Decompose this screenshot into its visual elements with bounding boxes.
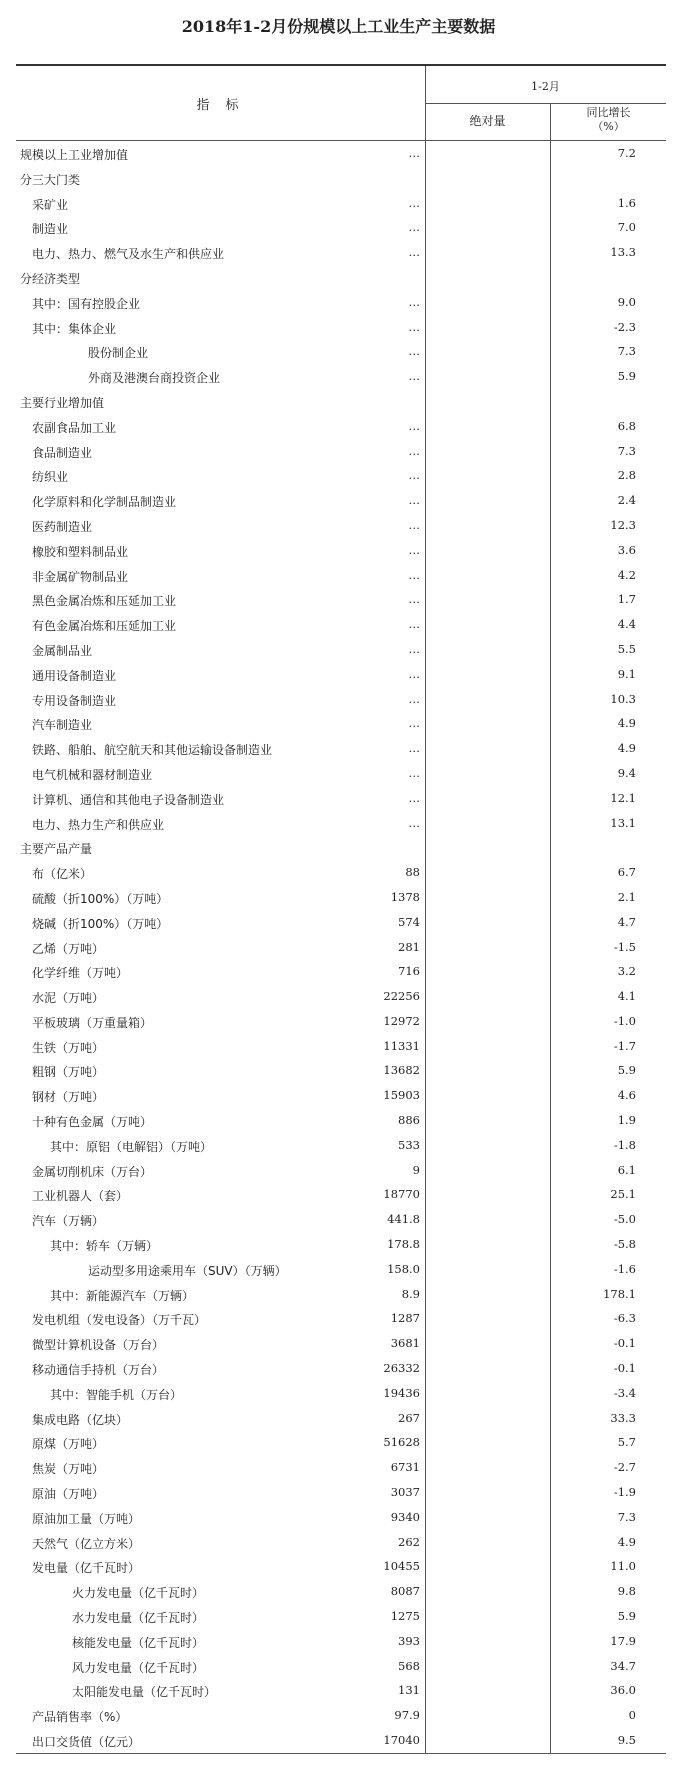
row-label: 采矿业 <box>32 197 69 212</box>
table-row <box>16 1554 666 1579</box>
row-growth-value: 25.1 <box>610 1187 636 1202</box>
row-absolute-value: 17040 <box>383 1733 420 1747</box>
table-row <box>16 1207 666 1232</box>
row-label: 生铁（万吨） <box>32 1040 105 1055</box>
row-growth-value: 34.7 <box>610 1658 636 1673</box>
row-growth-value: 4.9 <box>617 741 636 756</box>
table-row <box>16 1505 666 1530</box>
table-row <box>16 488 666 513</box>
row-absolute-value: … <box>408 418 420 433</box>
row-label: 专用设备制造业 <box>32 693 117 708</box>
table-row <box>16 1331 666 1356</box>
table-row <box>16 191 666 216</box>
row-label: 原油加工量（万吨） <box>32 1511 141 1526</box>
table-row <box>16 1232 666 1257</box>
row-label: 火力发电量（亿千瓦时） <box>72 1586 205 1601</box>
header-period: 1-2月 <box>531 80 560 93</box>
row-growth-value: -1.9 <box>613 1485 636 1500</box>
row-label: 粗钢（万吨） <box>32 1065 105 1080</box>
row-absolute-value: … <box>408 517 420 532</box>
page-title: 2018年1-2月份规模以上工业生产主要数据 <box>181 17 496 36</box>
row-label: 产品销售率（%） <box>32 1710 128 1725</box>
row-absolute-value: 568 <box>398 1658 420 1673</box>
table-row <box>16 215 666 240</box>
row-label: 制造业 <box>32 222 69 237</box>
table-row <box>16 339 666 364</box>
row-growth-value: 7.2 <box>617 146 636 160</box>
row-label: 微型计算机设备（万台） <box>32 1338 165 1353</box>
row-label: 农副食品加工业 <box>32 420 117 435</box>
table-row <box>16 662 666 687</box>
table-row <box>16 786 666 811</box>
row-absolute-value: 8087 <box>390 1584 420 1599</box>
row-growth-value: -1.8 <box>613 1137 636 1152</box>
row-growth-value: 7.0 <box>617 220 636 235</box>
table-header <box>16 66 666 141</box>
row-label: 出口交货值（亿元） <box>32 1735 141 1749</box>
row-label: 有色金属冶炼和压延加工业 <box>32 619 177 634</box>
table-row <box>16 1282 666 1307</box>
table-row <box>16 1703 666 1728</box>
row-absolute-value: 26332 <box>383 1361 420 1376</box>
row-label: 原油（万吨） <box>32 1487 105 1502</box>
table-row <box>16 166 666 191</box>
row-absolute-value: 19436 <box>383 1385 420 1400</box>
row-growth-value: 4.1 <box>617 989 636 1004</box>
row-growth-value: 4.9 <box>617 1534 636 1549</box>
row-growth-value: 2.4 <box>617 493 636 508</box>
row-label: 规模以上工业增加值 <box>20 148 129 162</box>
table-row <box>16 1009 666 1034</box>
table-row <box>16 1381 666 1406</box>
table-row <box>16 563 666 588</box>
row-label: 十种有色金属（万吨） <box>32 1115 153 1130</box>
table-row <box>16 364 666 389</box>
row-absolute-value: … <box>408 319 420 334</box>
row-growth-value: 5.9 <box>617 1063 636 1078</box>
row-absolute-value: … <box>408 443 420 458</box>
table-row <box>16 1108 666 1133</box>
row-absolute-value: 9 <box>412 1162 420 1177</box>
row-label: 硫酸（折100%）（万吨） <box>32 891 169 906</box>
row-label: 水力发电量（亿千瓦时） <box>72 1611 205 1626</box>
table-row <box>16 637 666 662</box>
row-growth-value: 2.8 <box>617 468 636 483</box>
row-label: 钢材（万吨） <box>32 1090 105 1105</box>
row-absolute-value: … <box>408 666 420 681</box>
table-row <box>16 910 666 935</box>
table-bottom-rule <box>16 1753 666 1754</box>
table-row <box>16 587 666 612</box>
table-row <box>16 1406 666 1431</box>
row-absolute-value: 158.0 <box>387 1261 420 1276</box>
row-absolute-value: … <box>408 493 420 508</box>
row-absolute-value: … <box>408 617 420 632</box>
header-yoy-line2: （%） <box>592 120 625 133</box>
row-absolute-value: 97.9 <box>394 1708 420 1723</box>
table-row <box>16 240 666 265</box>
row-absolute-value: 10455 <box>383 1559 420 1574</box>
row-label: 金属切削机床（万台） <box>32 1164 153 1179</box>
table-row <box>16 736 666 761</box>
row-label: 原煤（万吨） <box>32 1437 105 1452</box>
row-growth-value: 9.1 <box>617 666 636 681</box>
row-label: 医药制造业 <box>32 519 93 534</box>
table-body <box>16 141 666 1753</box>
table-row <box>16 538 666 563</box>
row-label: 股份制企业 <box>88 346 149 361</box>
row-absolute-value: 533 <box>398 1137 420 1152</box>
table-row <box>16 463 666 488</box>
row-label: 金属制品业 <box>32 643 93 658</box>
row-growth-value: 6.8 <box>617 418 636 433</box>
row-growth-value: -1.7 <box>613 1038 636 1053</box>
table-row <box>16 1530 666 1555</box>
row-absolute-value: … <box>408 741 420 756</box>
table-row <box>16 1158 666 1183</box>
row-growth-value: 5.9 <box>617 369 636 384</box>
row-absolute-value: … <box>408 815 420 830</box>
table-row <box>16 761 666 786</box>
row-label: 其中：轿车（万辆） <box>50 1239 159 1254</box>
row-label: 风力发电量（亿千瓦时） <box>72 1660 205 1675</box>
row-label: 平板玻璃（万重量箱） <box>32 1015 153 1030</box>
table-row <box>16 1654 666 1679</box>
row-growth-value: 3.6 <box>617 542 636 557</box>
row-growth-value: 7.3 <box>617 443 636 458</box>
row-absolute-value: 3681 <box>390 1336 420 1351</box>
table-row <box>16 1430 666 1455</box>
table-row <box>16 1678 666 1703</box>
table-row <box>16 935 666 960</box>
row-growth-value: 6.7 <box>617 865 636 880</box>
row-absolute-value: … <box>408 468 420 483</box>
row-label: 橡胶和塑料制品业 <box>32 544 129 559</box>
table-row <box>16 141 666 166</box>
row-label: 乙烯（万吨） <box>32 941 105 956</box>
row-absolute-value: 281 <box>398 939 420 954</box>
row-label: 其中：原铝（电解铝）（万吨） <box>50 1139 213 1154</box>
row-absolute-value: 22256 <box>383 989 420 1004</box>
row-label: 外商及港澳台商投资企业 <box>88 371 221 386</box>
row-growth-value: 5.7 <box>617 1435 636 1450</box>
row-label: 水泥（万吨） <box>32 991 105 1006</box>
row-growth-value: 33.3 <box>610 1410 636 1425</box>
table-row <box>16 1455 666 1480</box>
row-absolute-value: 3037 <box>390 1485 420 1500</box>
table-row <box>16 1306 666 1331</box>
row-growth-value: 6.1 <box>617 1162 636 1177</box>
table-row <box>16 1182 666 1207</box>
table-row <box>16 439 666 464</box>
row-growth-value: -0.1 <box>613 1336 636 1351</box>
row-label: 计算机、通信和其他电子设备制造业 <box>32 792 225 807</box>
row-label: 发电量（亿千瓦时） <box>32 1561 141 1576</box>
row-label: 主要行业增加值 <box>20 395 105 410</box>
row-label: 分经济类型 <box>20 271 81 286</box>
header-absolute: 绝对量 <box>469 114 506 128</box>
row-absolute-value: … <box>408 542 420 557</box>
row-growth-value: 2.1 <box>617 889 636 904</box>
row-label: 其中：新能源汽车（万辆） <box>50 1288 195 1303</box>
row-absolute-value: 15903 <box>383 1088 420 1103</box>
row-growth-value: 4.6 <box>617 1088 636 1103</box>
row-growth-value: 5.9 <box>617 1609 636 1624</box>
row-absolute-value: 6731 <box>390 1460 420 1475</box>
row-absolute-value: 18770 <box>383 1187 420 1202</box>
row-absolute-value: … <box>408 294 420 309</box>
row-growth-value: 7.3 <box>617 1509 636 1524</box>
row-absolute-value: … <box>408 245 420 260</box>
row-absolute-value: 1287 <box>390 1311 420 1326</box>
row-absolute-value: … <box>408 790 420 805</box>
row-growth-value: 1.6 <box>617 195 636 210</box>
row-label: 化学原料和化学制品制造业 <box>32 495 177 510</box>
table-row <box>16 315 666 340</box>
table-row <box>16 711 666 736</box>
table-row <box>16 687 666 712</box>
row-absolute-value: … <box>408 691 420 706</box>
table-row <box>16 1257 666 1282</box>
row-label: 电气机械和器材制造业 <box>32 767 153 782</box>
table-row <box>16 1604 666 1629</box>
row-absolute-value: 11331 <box>383 1038 420 1053</box>
table-row <box>16 389 666 414</box>
row-growth-value: 4.7 <box>617 914 636 929</box>
row-label: 其中：集体企业 <box>32 321 117 336</box>
row-growth-value: 9.4 <box>617 765 636 780</box>
row-growth-value: -3.4 <box>613 1385 636 1400</box>
row-label: 食品制造业 <box>32 445 93 460</box>
row-label: 通用设备制造业 <box>32 668 117 683</box>
table-row <box>16 1728 666 1753</box>
header-yoy-line1: 同比增长 <box>586 106 631 119</box>
row-growth-value: -5.0 <box>613 1212 636 1227</box>
row-absolute-value: 88 <box>405 865 420 880</box>
row-growth-value: 4.2 <box>617 567 636 582</box>
row-absolute-value: … <box>408 369 420 384</box>
table-row <box>16 1083 666 1108</box>
row-absolute-value: … <box>408 146 420 160</box>
row-growth-value: 9.0 <box>617 294 636 309</box>
table-row <box>16 835 666 860</box>
row-growth-value: -1.0 <box>613 1013 636 1028</box>
row-absolute-value: … <box>408 716 420 731</box>
row-absolute-value: … <box>408 567 420 582</box>
row-absolute-value: 13682 <box>383 1063 420 1078</box>
row-growth-value: 13.3 <box>610 245 636 260</box>
row-label: 运动型多用途乘用车（SUV）（万辆） <box>88 1263 287 1278</box>
row-label: 电力、热力、燃气及水生产和供应业 <box>32 247 225 262</box>
table-row <box>16 1133 666 1158</box>
header-divider <box>425 103 666 104</box>
row-absolute-value: 716 <box>398 964 420 979</box>
row-growth-value: 17.9 <box>610 1633 636 1648</box>
row-growth-value: -1.5 <box>613 939 636 954</box>
row-growth-value: 178.1 <box>603 1286 636 1301</box>
row-label: 化学纤维（万吨） <box>32 966 129 981</box>
table-row <box>16 860 666 885</box>
row-label: 工业机器人（套） <box>32 1189 129 1204</box>
row-absolute-value: … <box>408 592 420 607</box>
row-growth-value: 1.7 <box>617 592 636 607</box>
row-label: 核能发电量（亿千瓦时） <box>72 1635 205 1650</box>
table-row <box>16 811 666 836</box>
row-growth-value: 1.9 <box>617 1113 636 1128</box>
row-growth-value: -0.1 <box>613 1361 636 1376</box>
row-growth-value: 12.1 <box>610 790 636 805</box>
row-label: 汽车（万辆） <box>32 1214 105 1229</box>
header-indicator: 指 标 <box>196 98 245 113</box>
row-absolute-value: 441.8 <box>387 1212 420 1227</box>
row-label: 发电机组（发电设备）（万千瓦） <box>32 1313 207 1328</box>
table-row <box>16 414 666 439</box>
table-row <box>16 1629 666 1654</box>
row-label: 铁路、船舶、航空航天和其他运输设备制造业 <box>32 743 273 758</box>
row-growth-value: -6.3 <box>613 1311 636 1326</box>
row-growth-value: 10.3 <box>610 691 636 706</box>
row-absolute-value: 51628 <box>383 1435 420 1450</box>
row-absolute-value: 574 <box>398 914 420 929</box>
table-row <box>16 1480 666 1505</box>
row-growth-value: 4.9 <box>617 716 636 731</box>
table-row <box>16 1058 666 1083</box>
table-row <box>16 513 666 538</box>
row-label: 其中：智能手机（万台） <box>50 1387 183 1402</box>
row-growth-value: 5.5 <box>617 641 636 656</box>
row-absolute-value: 393 <box>398 1633 420 1648</box>
row-label: 天然气（亿立方米） <box>32 1536 141 1551</box>
row-label: 汽车制造业 <box>32 718 93 733</box>
row-absolute-value: … <box>408 220 420 235</box>
row-absolute-value: … <box>408 344 420 359</box>
row-label: 焦炭（万吨） <box>32 1462 105 1477</box>
row-growth-value: 9.5 <box>617 1733 636 1747</box>
row-absolute-value: 12972 <box>383 1013 420 1028</box>
table-row <box>16 984 666 1009</box>
row-label: 非金属矿物制品业 <box>32 569 129 584</box>
row-label: 黑色金属冶炼和压延加工业 <box>32 594 177 609</box>
row-absolute-value: … <box>408 195 420 210</box>
row-label: 移动通信手持机（万台） <box>32 1363 165 1378</box>
row-growth-value: 9.8 <box>617 1584 636 1599</box>
table-row <box>16 1356 666 1381</box>
row-label: 太阳能发电量（亿千瓦时） <box>72 1685 217 1700</box>
data-table <box>16 64 666 1754</box>
header-yoy <box>551 106 666 134</box>
row-absolute-value: 886 <box>398 1113 420 1128</box>
row-label: 布（亿米） <box>32 867 93 882</box>
row-label: 其中：国有控股企业 <box>32 296 141 311</box>
row-label: 纺织业 <box>32 470 69 485</box>
table-row <box>16 1034 666 1059</box>
row-growth-value: 11.0 <box>610 1559 636 1574</box>
row-absolute-value: 8.9 <box>401 1286 420 1301</box>
table-row <box>16 612 666 637</box>
table-row <box>16 265 666 290</box>
table-row <box>16 1579 666 1604</box>
row-label: 主要产品产量 <box>20 842 93 857</box>
row-growth-value: -5.8 <box>613 1237 636 1252</box>
row-growth-value: -1.6 <box>613 1261 636 1276</box>
row-absolute-value: 1275 <box>390 1609 420 1624</box>
row-growth-value: 36.0 <box>610 1683 636 1698</box>
table-row <box>16 885 666 910</box>
row-absolute-value: 1378 <box>390 889 420 904</box>
row-absolute-value: 131 <box>398 1683 420 1698</box>
table-row <box>16 290 666 315</box>
row-absolute-value: 267 <box>398 1410 420 1425</box>
row-absolute-value: … <box>408 641 420 656</box>
row-label: 电力、热力生产和供应业 <box>32 817 165 832</box>
row-absolute-value: 178.8 <box>387 1237 420 1252</box>
row-label: 烧碱（折100%）（万吨） <box>32 916 169 931</box>
row-absolute-value: … <box>408 765 420 780</box>
row-absolute-value: 262 <box>398 1534 420 1549</box>
row-absolute-value: 9340 <box>390 1509 420 1524</box>
table-row <box>16 959 666 984</box>
row-growth-value: 13.1 <box>610 815 636 830</box>
row-growth-value: 7.3 <box>617 344 636 359</box>
row-label: 集成电路（亿块） <box>32 1412 129 1427</box>
row-growth-value: -2.7 <box>613 1460 636 1475</box>
row-growth-value: 4.4 <box>617 617 636 632</box>
row-growth-value: 3.2 <box>617 964 636 979</box>
row-growth-value: 12.3 <box>610 517 636 532</box>
row-growth-value: -2.3 <box>613 319 636 334</box>
row-growth-value: 0 <box>628 1708 636 1723</box>
row-label: 分三大门类 <box>20 172 81 187</box>
